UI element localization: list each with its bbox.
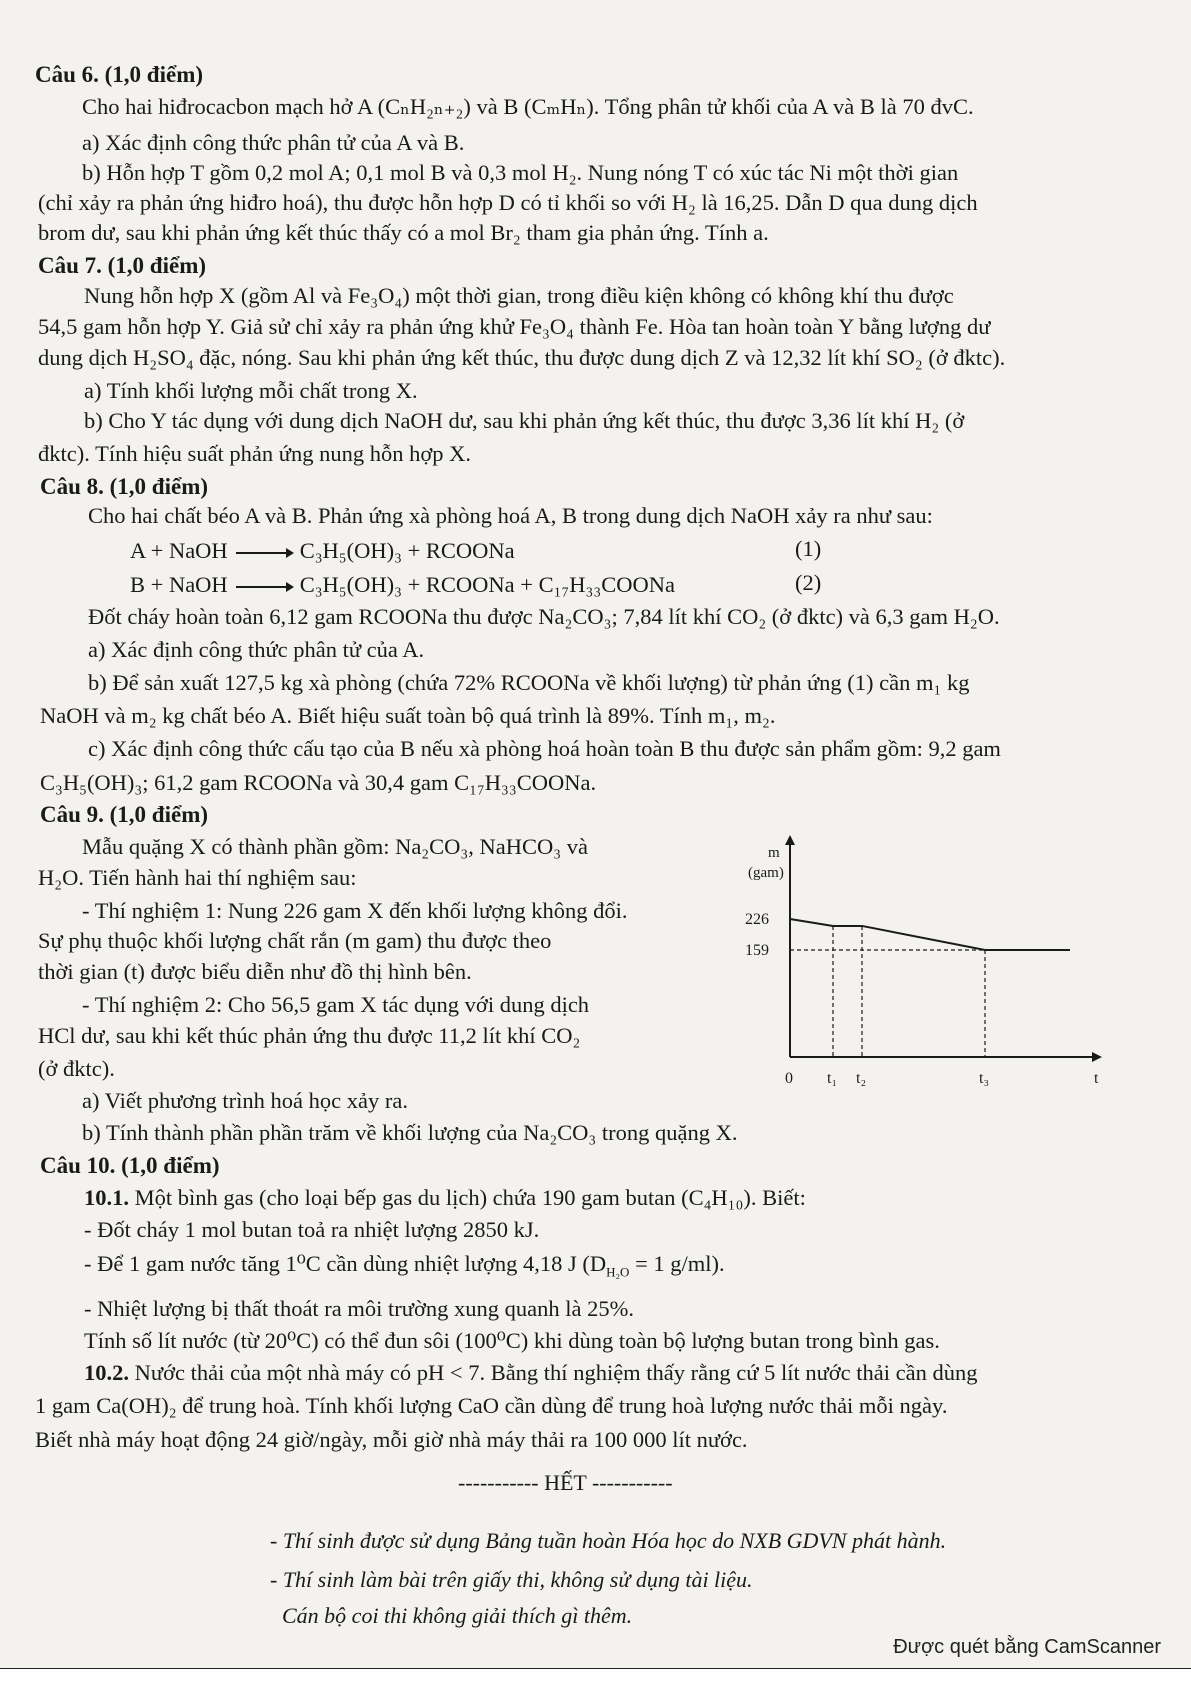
- question-9-heading: Câu 9. (1,0 điểm): [40, 802, 209, 827]
- q10-line-3-end: = 1 g/ml).: [629, 1251, 725, 1276]
- question-7-heading: Câu 7. (1,0 điểm): [38, 253, 207, 278]
- reaction-arrow-icon: [236, 586, 292, 588]
- equation-2-reactants: B + NaOH: [130, 572, 228, 597]
- q10-line-4: - Nhiệt lượng bị thất thoát ra môi trường xung quanh là 25%.: [84, 1296, 634, 1321]
- q9-line-9: a) Viết phương trình hoá học xảy ra.: [82, 1088, 408, 1113]
- y-axis-arrow-icon: [785, 835, 795, 845]
- q9-line-3: - Thí nghiệm 1: Nung 226 gam X đến khối lượng không đổi.: [82, 898, 628, 923]
- q7-line-2: 54,5 gam hỗn hợp Y. Giả sử chỉ xảy ra phản ứng khử Fe₃O₄ thành Fe. Hòa tan hoàn toàn Y bằng lượng dư: [38, 314, 991, 339]
- q7-line-5: b) Cho Y tác dụng với dung dịch NaOH dư, sau khi phản ứng kết thúc, thu được 3,36 lít khí H₂ (ở: [84, 408, 965, 433]
- q10-line-3-text: - Để 1 gam nước tăng 1⁰C cần dùng nhiệt lượng 4,18 J (D: [84, 1251, 607, 1276]
- q8-line-3: a) Xác định công thức phân tử của A.: [88, 637, 425, 662]
- scanner-watermark: Được quét bằng CamScanner: [893, 1636, 1161, 1658]
- question-10-heading: Câu 10. (1,0 điểm): [40, 1153, 220, 1178]
- equation-1-number: (1): [795, 536, 822, 561]
- y-tick-label: 159: [745, 942, 769, 959]
- y-axis-unit: (gam): [748, 865, 784, 881]
- q6-line-3: b) Hỗn hợp T gồm 0,2 mol A; 0,1 mol B và 0,3 mol H₂. Nung nóng T có xúc tác Ni một thời gian: [82, 160, 959, 185]
- question-8-heading: Câu 8. (1,0 điểm): [40, 474, 209, 499]
- q9-line-7: HCl dư, sau khi kết thúc phản ứng thu được 11,2 lít khí CO₂: [38, 1023, 581, 1048]
- q8-line-2: Đốt cháy hoàn toàn 6,12 gam RCOONa thu được Na₂CO₃; 7,84 lít khí CO₂ (ở đktc) và 6,3 gam H₂O.: [88, 604, 1000, 629]
- equation-1-products: C₃H₅(OH)₃ + RCOONa: [299, 538, 515, 563]
- q6-line-2: a) Xác định công thức phân tử của A và B.: [82, 130, 465, 155]
- x-tick-label: t₂: [856, 1070, 867, 1087]
- q7-line-4: a) Tính khối lượng mỗi chất trong X.: [84, 378, 418, 403]
- q10-line-1-text: Một bình gas (cho loại bếp gas du lịch) chứa 190 gam butan (C₄H₁₀). Biết:: [129, 1185, 806, 1210]
- q7-line-3: dung dịch H₂SO₄ đặc, nóng. Sau khi phản ứng kết thúc, thu được dung dịch Z và 12,32 lít khí SO₂ (ở đktc).: [38, 345, 1006, 370]
- mass-series-line: [790, 919, 1070, 950]
- q6-line-1: Cho hai hiđrocacbon mạch hở A (CₙH₂ₙ₊₂) và B (CₘHₙ). Tổng phân tử khối của A và B là 70 đvC.: [82, 94, 974, 119]
- question-6-heading: Câu 6. (1,0 điểm): [35, 62, 204, 87]
- q10-part-1-label: 10.1.: [84, 1185, 129, 1210]
- q10-part-2-label: 10.2.: [84, 1360, 129, 1385]
- q9-line-2: H₂O. Tiến hành hai thí nghiệm sau:: [38, 865, 357, 890]
- x-axis-arrow-icon: [1092, 1052, 1102, 1062]
- note-no-materials: - Thí sinh làm bài trên giấy thi, không sử dụng tài liệu.: [270, 1567, 753, 1592]
- q10-line-3-subscript: H₂O: [606, 1264, 630, 1280]
- q10-line-6-text: Nước thải của một nhà máy có pH < 7. Bằng thí nghiệm thấy rằng cứ 5 lít nước thải cần dùng: [129, 1360, 978, 1385]
- q8-line-6: c) Xác định công thức cấu tạo của B nếu xà phòng hoá hoàn toàn B thu được sản phẩm gồm: 9,2 gam: [88, 736, 1001, 761]
- q9-line-10: b) Tính thành phần phần trăm về khối lượng của Na₂CO₃ trong quặng X.: [82, 1120, 738, 1145]
- q7-line-6: đktc). Tính hiệu suất phản ứng nung hỗn hợp X.: [38, 441, 472, 466]
- q10-line-1: [84, 1185, 806, 1211]
- x-tick-label: t₁: [827, 1070, 838, 1087]
- q9-line-8: (ở đktc).: [38, 1056, 115, 1081]
- q6-line-5: brom dư, sau khi phản ứng kết thúc thấy có a mol Br₂ tham gia phản ứng. Tính a.: [38, 220, 769, 245]
- q9-line-5: thời gian (t) được biểu diễn như đồ thị hình bên.: [38, 959, 472, 984]
- equation-1-reactants: A + NaOH: [130, 538, 228, 563]
- q9-line-4: Sự phụ thuộc khối lượng chất rắn (m gam) thu được theo: [38, 928, 552, 953]
- x-tick-label: t₃: [979, 1070, 990, 1087]
- note-periodic-table: - Thí sinh được sử dụng Bảng tuần hoàn Hóa học do NXB GDVN phát hành.: [270, 1528, 947, 1553]
- q8-line-5: NaOH và m₂ kg chất béo A. Biết hiệu suất toàn bộ quá trình là 89%. Tính m₁, m₂.: [40, 703, 776, 728]
- q9-line-6: - Thí nghiệm 2: Cho 56,5 gam X tác dụng với dung dịch: [82, 992, 590, 1017]
- x-axis-label: t: [1094, 1070, 1099, 1087]
- q9-line-1: Mẫu quặng X có thành phần gồm: Na₂CO₃, NaHCO₃ và: [82, 834, 588, 859]
- reaction-arrow-icon: [236, 552, 292, 554]
- q10-line-7: 1 gam Ca(OH)₂ để trung hoà. Tính khối lượng CaO cần dùng để trung hoà lượng nước thải mỗi ngày.: [35, 1393, 948, 1418]
- scan-bottom-edge: [0, 1668, 1191, 1686]
- q8-line-1: Cho hai chất béo A và B. Phản ứng xà phòng hoá A, B trong dung dịch NaOH xảy ra như sau:: [88, 503, 933, 528]
- q10-line-3: [84, 1251, 725, 1281]
- q10-line-2: - Đốt cháy 1 mol butan toả ra nhiệt lượng 2850 kJ.: [84, 1217, 540, 1242]
- mass-time-chart: [730, 825, 1110, 1105]
- q7-line-1: Nung hỗn hợp X (gồm Al và Fe₃O₄) một thời gian, trong điều kiện không có không khí thu được: [84, 283, 954, 308]
- equation-2-number: (2): [795, 570, 822, 595]
- q10-line-8: Biết nhà máy hoạt động 24 giờ/ngày, mỗi giờ nhà máy thải ra 100 000 lít nước.: [35, 1427, 748, 1452]
- y-axis-label: m: [768, 845, 780, 861]
- origin-label: 0: [785, 1070, 793, 1087]
- q8-line-7: C₃H₅(OH)₃; 61,2 gam RCOONa và 30,4 gam C₁₇H₃₃COONa.: [40, 770, 597, 795]
- q10-line-6: [84, 1360, 978, 1386]
- q10-line-5: Tính số lít nước (từ 20⁰C) có thể đun sôi (100⁰C) khi dùng toàn bộ lượng butan trong bình gas.: [84, 1328, 940, 1353]
- q8-line-4: b) Để sản xuất 127,5 kg xà phòng (chứa 72% RCOONa về khối lượng) từ phản ứng (1) cần m₁ kg: [88, 670, 970, 695]
- y-tick-label: 226: [745, 911, 769, 928]
- equation-2-products: C₃H₅(OH)₃ + RCOONa + C₁₇H₃₃COONa: [299, 572, 675, 597]
- note-invigilator: Cán bộ coi thi không giải thích gì thêm.: [282, 1603, 633, 1628]
- end-marker: ----------- HẾT -----------: [458, 1470, 673, 1495]
- q6-line-4: (chỉ xảy ra phản ứng hiđro hoá), thu được hỗn hợp D có tỉ khối so với H₂ là 16,25. Dẫn D qua dung dịch: [38, 190, 978, 215]
- equation-2: [130, 572, 675, 598]
- equation-1: [130, 538, 515, 564]
